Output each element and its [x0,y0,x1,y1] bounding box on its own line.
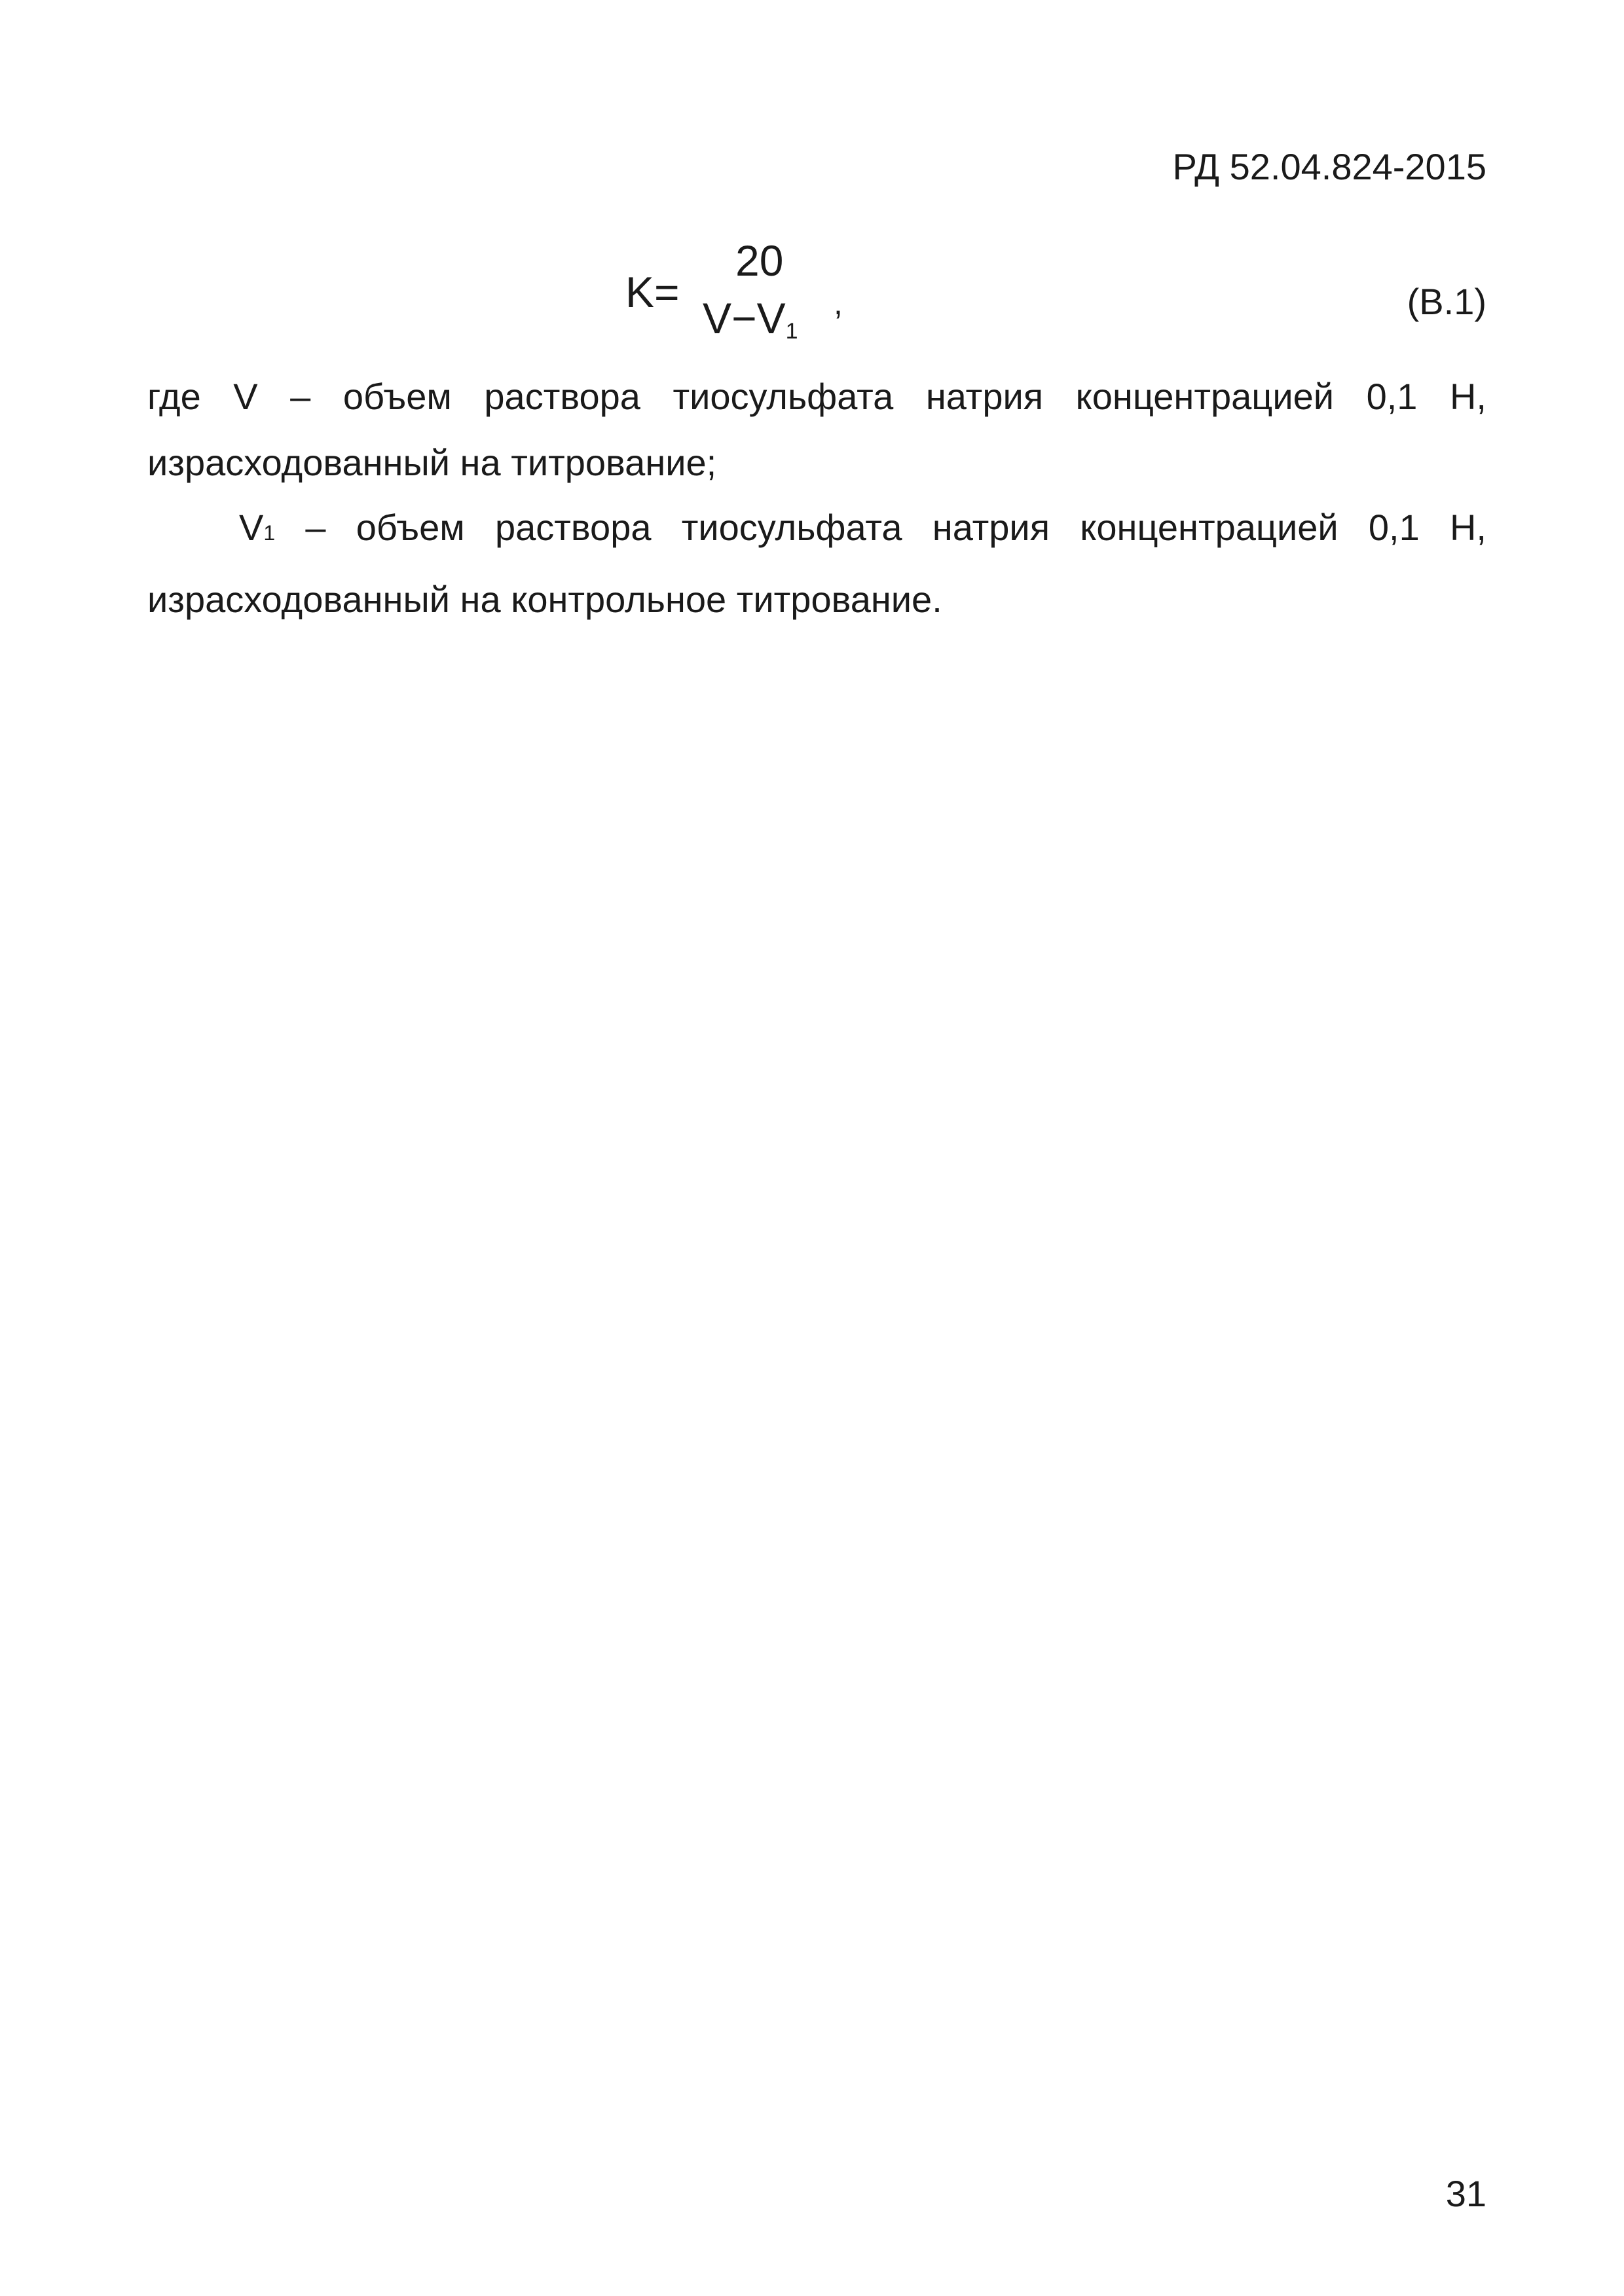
definition-v1-text: – объем раствора тиосульфата натрия концентрацией 0,1 Н, [275,507,1486,548]
definition-v1-line2: израсходованный на контрольное титрование. [147,579,942,620]
definition-v1-symbol-subscript: 1 [263,521,276,545]
page-number: 31 [1445,2173,1486,2214]
formula-denominator-subscript: 1 [785,319,798,344]
document-code: РД 52.04.824-2015 [1172,146,1486,187]
definition-v-line2: израсходованный на титрование; [147,442,717,483]
formula-denominator [703,293,798,344]
formula-comma: , [834,285,843,321]
formula-lhs: K= [625,268,680,316]
definition-v-line1: где V – объем раствора тиосульфата натрия концентрацией 0,1 Н, [147,376,1486,417]
formula-denominator-main: V−V [703,294,786,342]
definition-v [147,363,1486,496]
definition-v1-line1 [147,494,1486,566]
equation-number: (В.1) [1407,281,1486,322]
formula-numerator: 20 [735,236,784,285]
formula [625,236,900,354]
definition-v1-symbol: V [239,507,264,548]
definition-v1 [147,494,1486,632]
